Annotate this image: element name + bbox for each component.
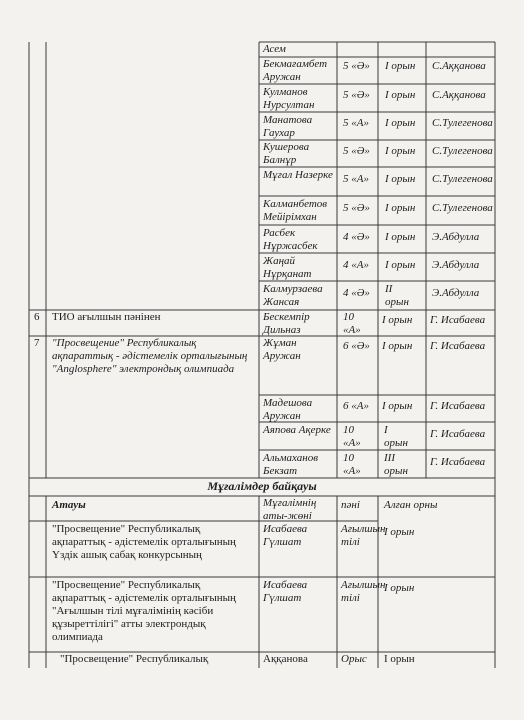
student-place: I орын	[382, 314, 413, 326]
student-teacher: С.Аққанова	[432, 60, 486, 72]
teacher-name: Исабаева Гүлшат	[263, 579, 308, 604]
teacher-subject: Орыс	[341, 653, 367, 665]
student-place: II орын	[385, 283, 409, 308]
header-title: Атауы	[52, 499, 86, 511]
student-name: Манатова Гаухар	[263, 114, 313, 139]
student-place: I орын	[385, 231, 416, 243]
student-class: 6 «А»	[343, 400, 369, 412]
student-name: Бескемпір Дильназ	[263, 311, 310, 336]
student-class: 5 «Ә»	[343, 145, 370, 157]
student-name: Мұғал Назерке	[263, 169, 333, 181]
student-place: I орын	[382, 340, 413, 352]
header-place: Алған орны	[384, 499, 438, 511]
student-name: Жұман Аружан	[263, 337, 301, 362]
event-title: ТИО ағылшын пәнінен	[52, 311, 161, 323]
student-place: I орын	[385, 89, 416, 101]
student-teacher: С.Аққанова	[432, 89, 486, 101]
student-place: I орын	[382, 400, 413, 412]
student-name: Кулманов Нурсултан	[263, 86, 315, 111]
teacher-subject: Ағылшын тілі	[341, 579, 386, 604]
student-teacher: Г. Исабаева	[430, 340, 486, 352]
student-place: I орын	[385, 145, 416, 157]
teacher-name: Аққанова	[263, 653, 308, 665]
student-class: 4 «Ә»	[343, 231, 370, 243]
student-place: I орын	[385, 60, 416, 72]
contest-title: "Просвещение" Республикалық ақпараттық - әдістемелік орталығының "Ағылшын тілі мұғалімінің кәсіби құзыреттілігі" атты электрондық олимпиада	[52, 579, 236, 643]
row-number: 7	[34, 337, 40, 349]
teacher-place: I орын	[384, 582, 415, 594]
student-place: I орын	[385, 202, 416, 214]
student-name: Бекмағамбет Аружан	[263, 58, 328, 83]
header-subject: пәні	[341, 499, 360, 511]
student-class: 4 «А»	[343, 259, 369, 271]
contest-title: "Просвещение" Республикалық	[60, 653, 209, 665]
student-class: 5 «Ә»	[343, 89, 370, 101]
student-place: I орын	[385, 259, 416, 271]
student-name: Кушерова Балнұр	[263, 141, 310, 166]
section-title: Мұғалімдер байқауы	[207, 479, 317, 493]
student-name: Асем	[263, 43, 286, 55]
teacher-place: I орын	[384, 526, 415, 538]
student-place: I орын	[384, 424, 408, 449]
student-name: Аяпова Ақерке	[263, 424, 331, 436]
student-place: III орын	[384, 452, 408, 477]
student-teacher: Э.Абдулла	[432, 287, 480, 299]
student-teacher: Г. Исабаева	[430, 456, 486, 468]
row-number: 6	[34, 311, 40, 323]
student-place: I орын	[385, 117, 416, 129]
student-teacher: С.Тулегенова	[432, 202, 493, 214]
student-teacher: Г. Исабаева	[430, 400, 486, 412]
student-teacher: С.Тулегенова	[432, 145, 493, 157]
student-teacher: С.Тулегенова	[432, 117, 493, 129]
student-class: 10 «А»	[343, 424, 361, 449]
student-teacher: Э.Абдулла	[432, 231, 480, 243]
student-teacher: Г. Исабаева	[430, 428, 486, 440]
student-class: 4 «Ә»	[343, 287, 370, 299]
student-name: Калманбетов Мейірімхан	[263, 198, 328, 223]
student-place: I орын	[385, 173, 416, 185]
student-teacher: Э.Абдулла	[432, 259, 480, 271]
student-class: 6 «Ә»	[343, 340, 370, 352]
student-class: 5 «А»	[343, 173, 369, 185]
student-class: 5 «А»	[343, 117, 369, 129]
teacher-name: Исабаева Гүлшат	[263, 523, 308, 548]
teacher-subject: Ағылшын тілі	[341, 523, 386, 548]
student-class: 10 «А»	[343, 311, 361, 336]
student-name: Мадешова Аружан	[263, 397, 313, 422]
student-teacher: Г. Исабаева	[430, 314, 486, 326]
student-name: Альмаханов Бекзат	[263, 452, 319, 477]
contest-title: "Просвещение" Республикалық ақпараттық - әдістемелік орталығының Үздік ашық сабақ конкурсының	[52, 523, 236, 561]
event-title: "Просвещение" Республикалық ақпараттық - әдістемелік орталығының "Anglosphere" электрондық олимпиада	[52, 337, 248, 375]
student-name: Калмурзаева Жансая	[263, 283, 323, 308]
student-name: Расбек Нұржасбек	[263, 227, 318, 252]
student-name: Жаңай Нұрқанат	[263, 255, 312, 280]
header-teacher-name: Мұғалімнің аты-жөні	[263, 497, 317, 522]
student-class: 5 «Ә»	[343, 60, 370, 72]
student-teacher: С.Тулегенова	[432, 173, 493, 185]
student-class: 10 «А»	[343, 452, 361, 477]
teacher-place: I орын	[384, 653, 415, 665]
student-class: 5 «Ә»	[343, 202, 370, 214]
